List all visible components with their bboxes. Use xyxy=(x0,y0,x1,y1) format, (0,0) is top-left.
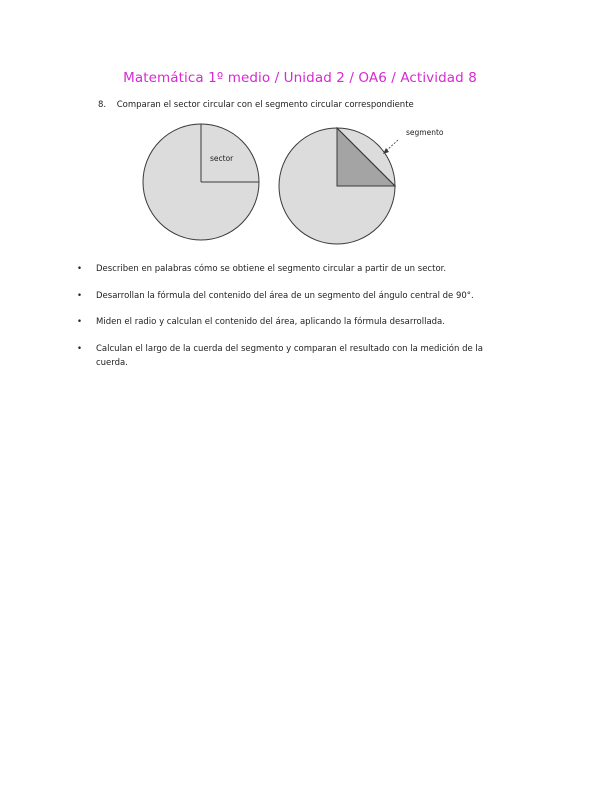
bullet-text: Miden el radio y calculan el contenido del área, aplicando la fórmula desarrollada. xyxy=(96,317,445,327)
list-item xyxy=(76,262,516,277)
bullet-list xyxy=(76,262,516,383)
segment-arrow-head xyxy=(383,148,389,154)
sector-segment-figure xyxy=(140,120,470,255)
page-title: Matemática 1º medio / Unidad 2 / OA6 / Actividad 8 xyxy=(123,70,477,86)
bullet-icon: • xyxy=(77,343,83,354)
question-number: 8. xyxy=(98,100,107,110)
list-item xyxy=(76,315,516,330)
bullet-text: Desarrollan la fórmula del contenido del área de un segmento del ángulo central de 90°. xyxy=(96,290,474,301)
figure-svg xyxy=(140,120,470,255)
segment-arrow-line xyxy=(386,140,398,151)
bullet-text: Calculan el largo de la cuerda del segmento y comparan el resultado con la medición de la cuerda. xyxy=(96,343,483,368)
segment-label: segmento xyxy=(406,128,444,137)
bullet-icon: • xyxy=(77,317,83,327)
list-item xyxy=(76,342,516,371)
bullet-text: Describen en palabras cómo se obtiene el segmento circular a partir de un sector. xyxy=(96,264,447,274)
list-item xyxy=(76,289,516,304)
bullet-icon: • xyxy=(77,290,83,301)
question xyxy=(98,100,414,110)
bullet-icon: • xyxy=(77,264,83,274)
question-text: Comparan el sector circular con el segmento circular correspondiente xyxy=(116,100,414,110)
sector-label: sector xyxy=(210,154,234,163)
